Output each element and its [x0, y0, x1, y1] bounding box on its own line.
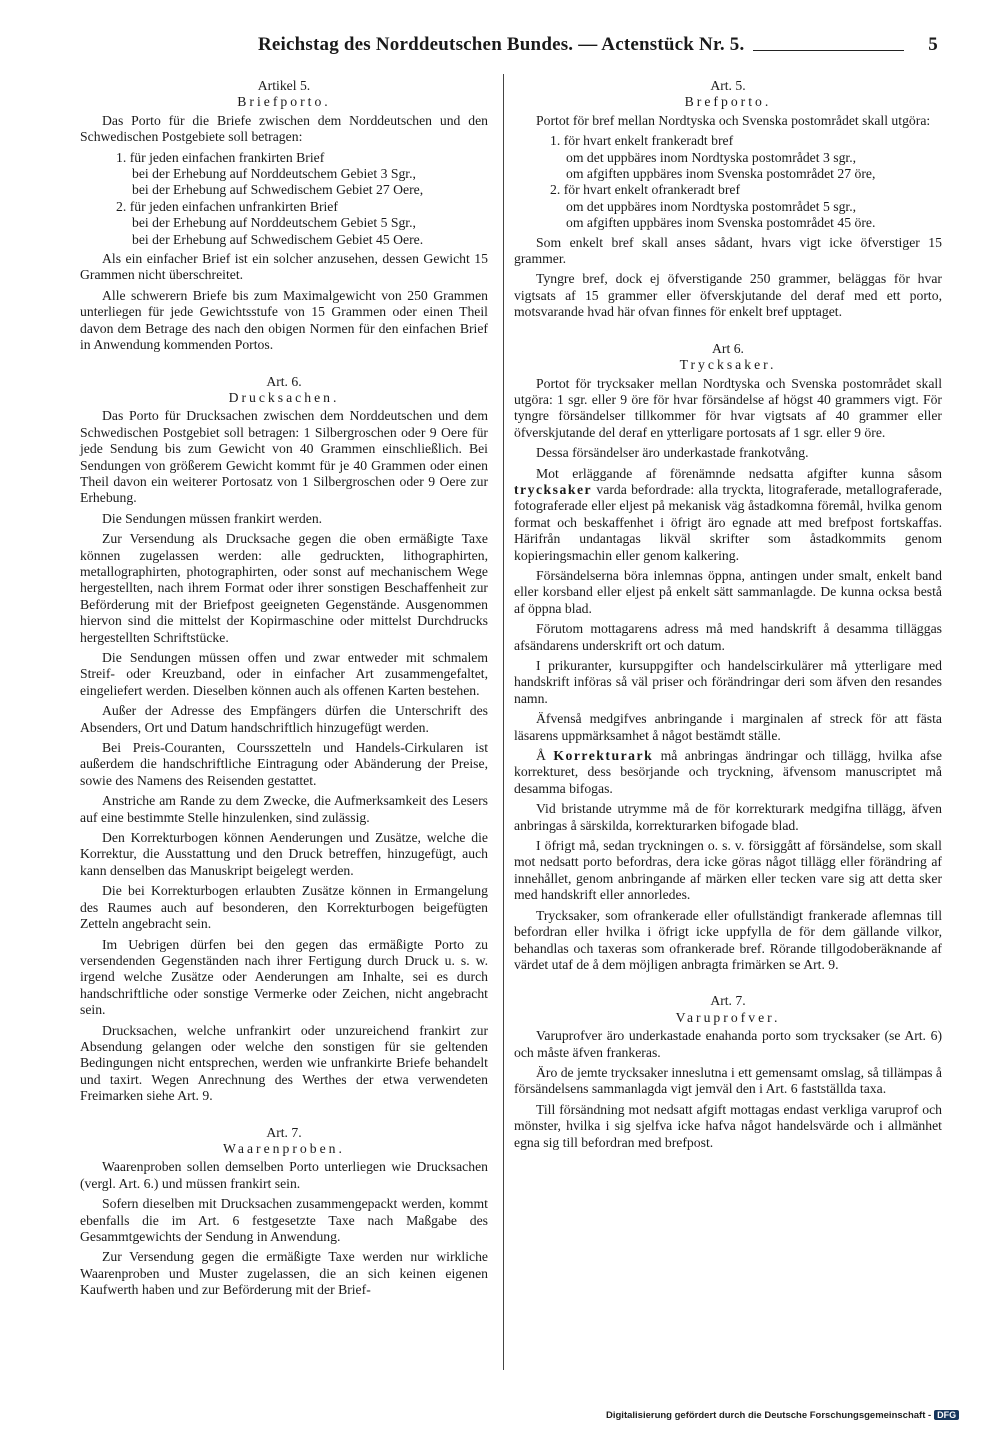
running-title: Reichstag des Norddeutschen Bundes. — Actenstück Nr. 5. [258, 34, 745, 55]
de-art6-p9: Die bei Korrekturbogen erlaubten Zusätze können in Ermangelung des Raumes auch auf besonderen, den Korrekturbogen beigefügten Zetteln angebracht sein. [80, 883, 488, 932]
sv-art5-subtitle: Brefporto. [684, 94, 772, 110]
page-number: 5 [928, 34, 938, 55]
sv-art5-item1 [550, 133, 942, 182]
de-art6-p2: Die Sendungen müssen frankirt werden. [102, 510, 323, 526]
de-art5-p2: Alle schwerern Briefe bis zum Maximalgewicht von 250 Grammen unterliegen für jede Gewichtsstufe von 15 Grammen oder einen Theil davon dem Betrage des nach den obigen Normen für den einfachen Brief in Anwendung kommenden Portos. [80, 287, 488, 353]
sv-art6-p4: Försändelserna böra inlemnas öppna, antingen under smalt, enkelt band eller korsband eller eljest på enkelt sätt sammanlagde. De kunna ocksa bestå af öppna blad. [514, 567, 942, 616]
sv-art6-p3 [514, 466, 942, 564]
sv-art6-title: Art 6. [712, 340, 744, 356]
de-art5-rates [80, 150, 488, 248]
sv-art6-p9: Vid bristande utrymme må de för korrekturark medgifna tillägg, äfven anbringas å särskilda, korrekturarken bifogade blad. [514, 801, 942, 833]
de-art6-p11: Drucksachen, welche unfrankirt oder unzureichend frankirt zur Absendung gelangen oder welche den sonstigen für sie geltenden Bedingungen nicht entsprechen, werden wie unfrankirte Briefe behandelt und taxirt. Wegen Anrechnung des Werthes der etwa verwendeten Freimarken siehe Art. 9. [80, 1022, 488, 1104]
de-art5-item1-label: 1. für jeden einfachen frankirten Brief [116, 149, 325, 165]
de-art6-p8: Den Korrekturbogen können Aenderungen und Zusätze, welche die Korrektur, die Ausstattung und den Druck betreffen, hinzugefügt, auch kann denselben das Manuskript beigelegt werden. [80, 830, 488, 878]
sv-art6-p5: Förutom mottagarens adress må med handskrift å desamma tilläggas afsändarens underskrift ort och datum. [514, 621, 942, 653]
sv-art7-title: Art. 7. [710, 993, 746, 1009]
sv-art6-trycksaker: trycksaker [514, 481, 593, 497]
sv-art6-p3c: varda befordrade: alla tryckta, litograferade, metallograferade, fotograferade eller eljest på mekanisk väg åstadkomna föremål, hvilka genom format och beskaffenhet i öfrigt äro egnade att med brefpost fortskaffas. Härifrån undantagas likväl skrifter som åstadkommits genom kopieringsmachin eller genom kalkering. [514, 481, 942, 563]
header-rule [753, 50, 904, 51]
sv-art7-p1: Varuprofver äro underkastade enahanda porto som trycksaker (se Art. 6) och måste äfven frankeras. [514, 1028, 942, 1060]
sv-art5-p1: Som enkelt bref skall anses sådant, hvars vigt icke öfverstiger 15 grammer. [514, 234, 942, 267]
de-art6-p4: Die Sendungen müssen offen und zwar entweder mit schmalem Streif- oder Kreuzband, oder in einfacher Art zusammengefaltet, eingeliefert werden. Dieselben können auch als offenen Karten bestehen. [80, 650, 488, 698]
sv-art6-p6: I prikuranter, kursuppgifter och handelscirkulärer må ytterligare med handskrift införas så väl priser och förändringar deri som äfven den resandes namn. [514, 658, 942, 706]
sv-art6-p10: I öfrigt må, sedan tryckningen o. s. v. försiggått af försändelse, som skall mot nedsatt porto befordras, dera icke göras något tillägg eller förändring af innehållet, genom anbringande af märken eller tecken vare sig att detta sker med handskrift eller annorledes. [514, 838, 942, 903]
sv-art6-p7: Äfvenså medgifves anbringande i marginalen af streck för att fästa läsarens uppmärksamhet å något bestämdt ställe. [514, 711, 942, 743]
sv-art6-p11: Trycksaker, som ofrankerade eller ofullständigt frankerade aflemnas till befordran eller hvilka i öfrigt icke uppfylla de för dem gällande vilkor, behandlas och taxeras som ofrankerade bref. Rörande tillgodoberäknande af värdet utaf de å dem möjligen anbragta frimärken se Art. 9. [514, 907, 942, 972]
german-column [80, 78, 488, 1303]
dfg-logo: DFG [934, 1410, 959, 1420]
sv-art5-p2: Tyngre bref, dock ej öfverstigande 250 grammer, beläggas för hvar vigtsats af 15 grammer eller öfverskjutande del deraf med ett porto, motsvarande hvad här ofvan finnes för enkelt bref upptaget. [514, 271, 942, 320]
sv-art6-p8 [514, 748, 942, 797]
sv-art5-item1-b: om afgiften uppbäres inom Svenska postområdet 27 öre, [566, 166, 876, 182]
sv-art5-item1-label: 1. för hvart enkelt frankeradt bref [550, 133, 734, 149]
swedish-column [514, 78, 942, 1155]
de-art5-item2-a: bei der Erhebung auf Norddeutschem Gebiet 5 Sgr., [132, 215, 416, 231]
sv-art6-korrekturark: Korrekturark [553, 748, 654, 764]
sv-art6-subtitle: Trycksaker. [679, 357, 777, 373]
sv-art6-p1: Portot för trycksaker mellan Nordtyska och Svenska postområdet skall utgöra: 1 sgr. eller 9 öre för hvar försändelse af högst 40 grammers vigt. För tyngre försändelser tillkommer för hvar vigtsats af 40 grammer eller öfverskjutande del deraf en ytterligare portosats af 1 sgr. eller 9 öre. [514, 375, 942, 440]
de-art5-item1 [116, 150, 488, 199]
sv-art7-p2: Äro de jemte trycksaker inneslutna i ett gemensamt omslag, så tillämpas å försändelsens sammanlagda vigt jemväl den i Art. 6 fastställda taxa. [514, 1064, 942, 1097]
de-art6-p5: Außer der Adresse des Empfängers dürfen die Unterschrift des Absenders, Ort und Datum handschriftlich hinzugefügt werden. [80, 703, 488, 735]
footer-text: Digitalisierung gefördert durch die Deutsche Forschungsgemeinschaft - [606, 1410, 932, 1421]
de-art5-item1-a: bei der Erhebung auf Norddeutschem Gebiet 3 Sgr., [132, 166, 416, 182]
column-divider [503, 74, 504, 1370]
de-art6-subtitle: Drucksachen. [228, 389, 340, 405]
sv-art5-item2-a: om det uppbäres inom Nordtyska postområdet 5 sgr., [566, 198, 857, 214]
de-art7-p2: Sofern dieselben mit Drucksachen zusammengepackt werden, kommt ebenfalls die im Art. 6 festgesetzte Taxe nach Maßgabe des Gesammtgewichts der Sendung in Anwendung. [80, 1196, 488, 1244]
de-art5-intro: Das Porto für die Briefe zwischen dem Norddeutschen und den Schwedischen Postgebiete soll betragen: [80, 112, 488, 145]
sv-art7-p3: Till försändning mot nedsatt afgift mottagas endast verkliga varuprof och mönster, hvilka i sig sjelfva icke hafva något handelsvärde och i allmänhet egna sig till befordran med brefpost. [514, 1101, 942, 1150]
de-art5-title: Artikel 5. [257, 78, 311, 93]
sv-art6-p3a: Mot erläggande af förenämnde nedsatta afgifter kunna såsom [536, 465, 942, 481]
de-art5-p1: Als ein einfacher Brief ist ein solcher anzusehen, dessen Gewicht 15 Grammen nicht überschreitet. [80, 251, 488, 283]
de-art6-p3: Zur Versendung als Drucksache gegen die oben ermäßigte Taxe können zugelassen werden: alle gedruckten, lithographirten, metallographirten, photographirten, oder sonst auf mechanischem Wege hergestellten, nach ihrem Format oder ihrer sonstigen Beschaffenheit zur Beförderung mit der Briefpost geeigneten Gegenstände. Ausgenommen hiervon sind die mittelst der Kopirmaschine oder mittelst Durchdrucks hergestellten Schriftstücke. [80, 531, 488, 645]
sv-art5-item1-a: om det uppbäres inom Nordtyska postområdet 3 sgr., [566, 149, 857, 165]
sv-art7-subtitle: Varuprofver. [675, 1009, 781, 1025]
sv-art5-rates [514, 133, 942, 231]
de-art7-subtitle: Waarenproben. [223, 1140, 345, 1156]
de-art5-item1-b: bei der Erhebung auf Schwedischem Gebiet 27 Oere, [132, 182, 424, 198]
de-art6-p6: Bei Preis-Couranten, Coursszetteln und Handels-Cirkularen ist außerdem die handschriftliche Eintragung oder Abänderung der Preise, sowie des Namens des Reisenden gestattet. [80, 740, 488, 788]
digitization-footer [606, 1410, 962, 1424]
de-art6-title: Art. 6. [266, 373, 302, 389]
sv-art5-item2-label: 2. för hvart enkelt ofrankeradt bref [550, 182, 741, 198]
de-art5-item2-label: 2. für jeden einfachen unfrankirten Brief [116, 198, 338, 214]
de-art7-title: Art. 7. [266, 1124, 302, 1140]
sv-art6-p8c: må anbringas ändringar och tillägg, hvilka afse korrekturet, dess besörjande och tryckning, äfvensom manuscriptet må desamma bifogas. [514, 748, 942, 796]
running-header [258, 34, 938, 60]
de-art7-p3: Zur Versendung gegen die ermäßigte Taxe werden nur wirkliche Waarenproben und Muster zugelassen, die an sich keinen eigenen Kaufwerth haben und zur Beförderung mit der Brief- [80, 1249, 488, 1298]
de-art7-p1: Waarenproben sollen demselben Porto unterliegen wie Drucksachen (vergl. Art. 6.) und müssen frankirt sein. [80, 1159, 488, 1191]
sv-art5-intro: Portot för bref mellan Nordtyska och Svenska postområdet skall utgöra: [536, 112, 931, 128]
de-art6-p7: Anstriche am Rande zu dem Zwecke, die Aufmerksamkeit des Lesers auf eine bestimmte Stelle hinzulenken, sind zulässig. [80, 793, 488, 825]
de-art5-item2-b: bei der Erhebung auf Schwedischem Gebiet 45 Oere. [132, 231, 424, 247]
sv-art5-item2-b: om afgiften uppbäres inom Svenska postområdet 45 öre. [566, 215, 876, 231]
de-art5-item2 [116, 199, 488, 248]
de-art6-p1: Das Porto für Drucksachen zwischen dem Norddeutschen und dem Schwedischen Postgebiet soll betragen: 1 Silbergroschen oder 9 Oere für jede Sendung bis zum Gewicht von 40 Grammen einschließlich. Bei Sendungen von größerem Gewicht kommt für je 40 Grammen oder einen Theil davon ein weiterer Portosatz von 1 Silbergroschen oder 9 Oere zur Erhebung. [80, 408, 488, 506]
sv-art5-title: Art. 5. [710, 78, 746, 93]
sv-art6-p2: Dessa försändelser äro underkastade frankotvång. [536, 445, 809, 461]
de-art6-p10: Im Uebrigen dürfen bei den gegen das ermäßigte Porto zu versendenden Gegenständen nach ihrer Fertigung durch Druck u. s. w. irgend welche Zusätze oder Aenderungen am Inhalte, sei es durch handschriftliche oder sonstige Vermerke oder Zeichen, nicht angebracht sein. [80, 936, 488, 1018]
sv-art6-p8a: Å [536, 748, 546, 764]
de-art5-subtitle: Briefporto. [237, 94, 331, 110]
sv-art5-item2 [550, 182, 942, 231]
